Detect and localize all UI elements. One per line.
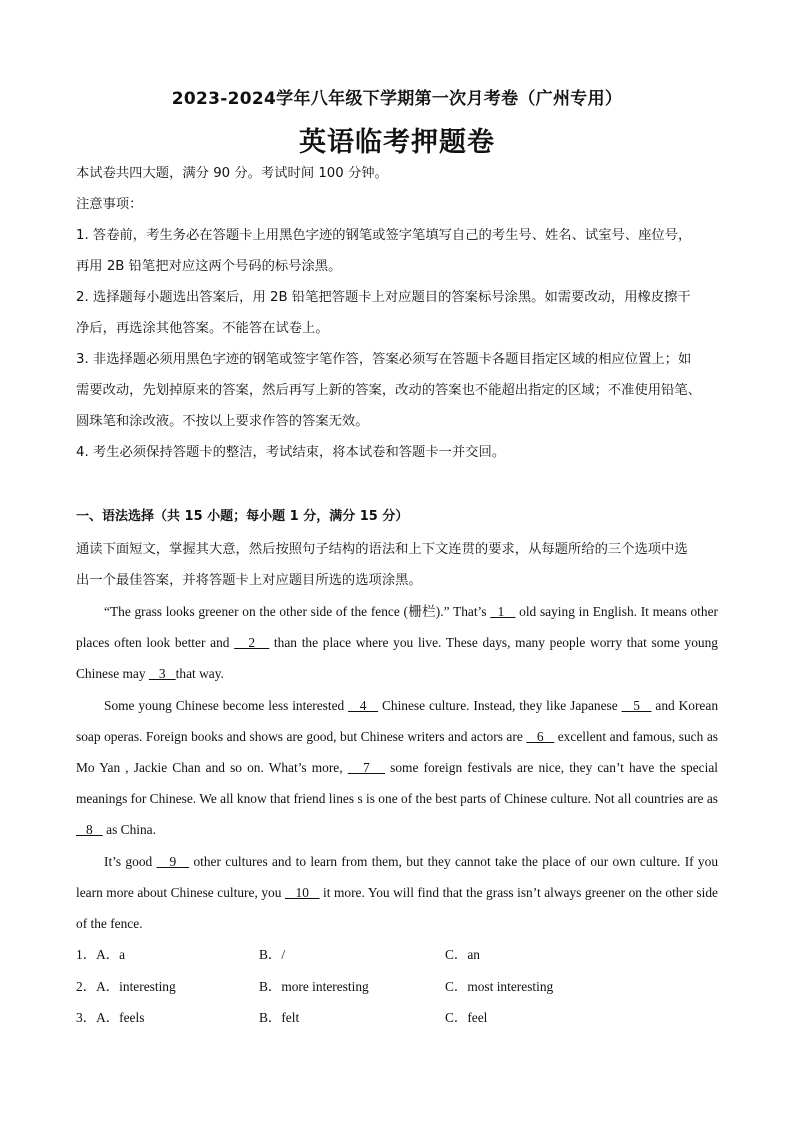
- section-instruction-line-1: 通读下面短文，掌握其大意，然后按照句子结构的语法和上下文连贯的要求，从每题所给的三个选项中选: [76, 542, 688, 557]
- passage-text: “The grass looks greener on the other side of the fence (栅栏).” That’s: [104, 604, 491, 619]
- passage-text: and Korean soap operas. Foreign books and shows are good, but Chinese writers and actors are: [76, 697, 719, 744]
- exam-summary: 本试卷共四大题，满分 90 分。考试时间 100 分钟。: [76, 166, 388, 181]
- passage-text: as China.: [102, 822, 156, 838]
- blank-9: 9: [156, 853, 190, 869]
- question-row: [76, 971, 718, 1003]
- note-1-line-1: 1. 答卷前，考生务必在答题卡上用黑色字迹的钢笔或签字笔填写自己的考生号、姓名、试室号、座位号，: [76, 228, 692, 243]
- section-heading: 一、语法选择（共 15 小题；每小题 1 分，满分 15 分）: [76, 509, 409, 524]
- note-3-line-2: 需要改动，先划掉原来的答案，然后再写上新的答案，改动的答案也不能超出指定的区域；不准使用铅笔、: [76, 383, 701, 398]
- note-2-line-1: 2. 选择题每小题选出答案后，用 2B 铅笔把答题卡上对应题目的答案标号涂黑。如需要改动，用橡皮擦干: [76, 290, 691, 305]
- question-number: 3．: [76, 1010, 97, 1025]
- note-2-line-2: 净后，再选涂其他答案。不能答在试卷上。: [76, 321, 329, 336]
- exam-subtitle: 英语临考押题卷: [299, 127, 495, 158]
- note-4-line-1: 4. 考生必须保持答题卡的整洁，考试结束，将本试卷和答题卡一并交回。: [76, 445, 506, 460]
- blank-3: 3: [148, 666, 176, 682]
- question-2-option-c: C．most interesting: [445, 978, 554, 994]
- passage-text: old saying in English. It means other places often look better and: [76, 604, 718, 651]
- blank-5: 5: [621, 697, 652, 713]
- question-2-option-b: B．more interesting: [259, 978, 369, 994]
- note-3-line-3: 圆珠笔和涂改液。不按以上要求作答的答案无效。: [76, 414, 369, 429]
- question-row: [76, 939, 718, 971]
- answer-options: [76, 939, 718, 1034]
- passage-text: than the place where you live. These days, many people worry that some young Chinese may: [76, 635, 719, 682]
- passage-text: some foreign festivals are nice, they can’t have the special meanings for Chinese. We all know that friend lines s is one of the best parts of Chinese culture. Not all countries are as: [76, 760, 719, 807]
- passage-text: it more. You will find that the grass isn’t always greener on the other side of the fence.: [76, 884, 718, 932]
- blank-8: 8: [76, 822, 103, 838]
- note-1-line-2: 再用 2B 铅笔把对应这两个号码的标号涂黑。: [76, 259, 342, 274]
- passage-text: excellent and famous, such as Mo Yan , Jackie Chan and so on. What’s more,: [76, 728, 718, 776]
- question-number: 1．: [76, 947, 97, 962]
- section-instruction: [76, 534, 718, 596]
- question-number: 2．: [76, 978, 97, 994]
- blank-1: 1: [490, 604, 516, 619]
- note-3-line-1: 3. 非选择题必须用黑色字迹的钢笔或签字笔作答，答案必须写在答题卡各题目指定区域的相应位置上；如: [76, 352, 692, 367]
- question-2-option-a: 2．A．interesting: [76, 978, 176, 994]
- blank-7: 7: [347, 760, 386, 776]
- section-instruction-line-2: 出一个最佳答案，并将答题卡上对应题目所选的选项涂黑。: [76, 573, 422, 588]
- passage-text: Chinese culture. Instead, they like Japanese: [378, 697, 622, 713]
- question-1-option-b: B．/: [259, 947, 286, 962]
- passage-text: other cultures and to learn from them, but they cannot take the place of our own culture. If you learn more about Chinese culture, you: [76, 853, 719, 900]
- passage-paragraph-2: [76, 690, 718, 846]
- question-3-option-c: C．feel: [445, 1010, 488, 1025]
- blank-10: 10: [284, 884, 320, 900]
- passage-text: Some young Chinese become less interested: [104, 697, 349, 713]
- question-1-option-a: 1．A．a: [76, 947, 126, 962]
- question-3-option-b: B．felt: [259, 1010, 300, 1025]
- blank-4: 4: [348, 697, 379, 713]
- passage-text: that way.: [175, 666, 224, 682]
- blank-2: 2: [234, 635, 270, 651]
- passage-paragraph-1: [76, 596, 718, 690]
- passage-text: It’s good: [104, 853, 157, 869]
- reading-passage: [76, 596, 718, 939]
- question-3-option-a: 3．A．feels: [76, 1010, 145, 1025]
- passage-paragraph-3: [76, 846, 718, 940]
- question-row: [76, 1002, 718, 1034]
- notes-heading: 注意事项：: [76, 197, 143, 212]
- blank-6: 6: [526, 728, 555, 744]
- exam-instructions: [76, 158, 718, 468]
- question-1-option-c: C．an: [445, 947, 480, 962]
- exam-title: 2023-2024学年八年级下学期第一次月考卷（广州专用）: [171, 89, 623, 109]
